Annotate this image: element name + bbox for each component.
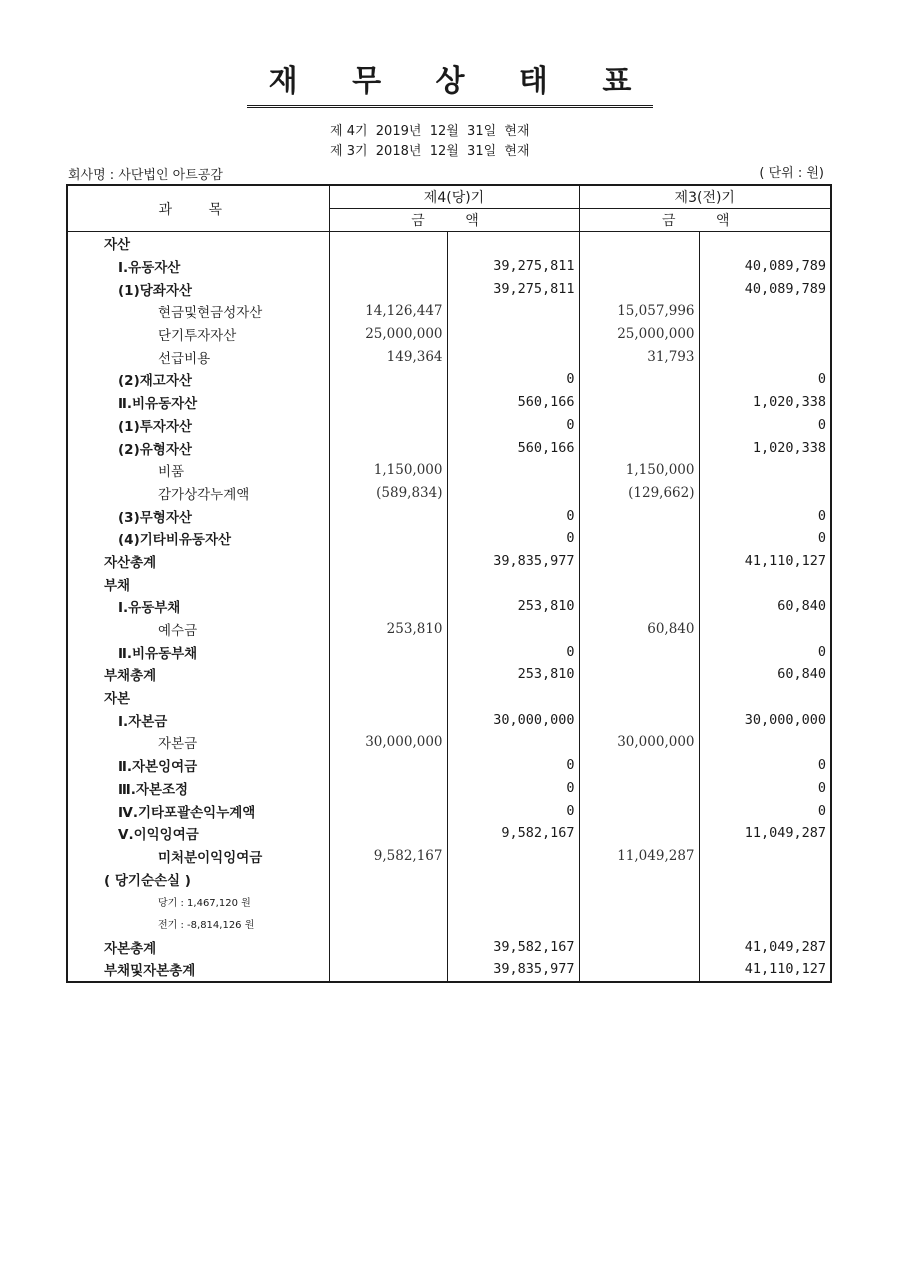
table-row	[67, 754, 831, 777]
row-label	[67, 277, 329, 300]
current-sub-amount: 30,000,000	[329, 731, 447, 754]
current-sub-amount	[329, 255, 447, 278]
row-label-text: Ⅱ.비유동자산	[118, 396, 198, 413]
prior-sub-amount	[579, 595, 699, 618]
row-label-text: 비품	[158, 464, 185, 481]
row-label	[67, 731, 329, 754]
current-total-amount	[447, 323, 579, 346]
current-total-amount: 0	[447, 414, 579, 437]
current-total-amount	[447, 890, 579, 913]
prior-total-amount: 1,020,338	[699, 436, 831, 459]
prior-total-amount: 41,049,287	[699, 935, 831, 958]
current-sub-amount: 14,126,447	[329, 300, 447, 323]
current-total-amount	[447, 345, 579, 368]
row-label	[67, 686, 329, 709]
row-label-text: Ⅰ.유동자산	[118, 260, 181, 277]
current-total-amount: 0	[447, 754, 579, 777]
row-label-text: 부채	[104, 577, 131, 594]
prior-sub-amount	[579, 822, 699, 845]
current-total-amount: 39,582,167	[447, 935, 579, 958]
row-label-text: Ⅰ.자본금	[118, 713, 168, 730]
current-sub-amount	[329, 913, 447, 936]
row-label-text: Ⅱ.비유동부채	[118, 645, 198, 662]
row-label	[67, 595, 329, 618]
current-total-amount: 39,275,811	[447, 277, 579, 300]
row-label-text: 현금및현금성자산	[158, 305, 263, 322]
row-label	[67, 935, 329, 958]
balance-sheet-table	[66, 184, 832, 983]
table-row	[67, 640, 831, 663]
current-sub-amount: 1,150,000	[329, 459, 447, 482]
row-label-text: (1)당좌자산	[118, 282, 192, 299]
prior-sub-amount	[579, 414, 699, 437]
prior-total-amount	[699, 890, 831, 913]
row-label	[67, 663, 329, 686]
row-label	[67, 640, 329, 663]
header-item: 과 목	[67, 185, 329, 232]
table-row	[67, 663, 831, 686]
row-label	[67, 754, 329, 777]
table-row	[67, 323, 831, 346]
prior-sub-amount	[579, 255, 699, 278]
current-total-amount	[447, 913, 579, 936]
row-label-text: 당기 : 1,467,120 원	[158, 897, 251, 909]
table-row	[67, 255, 831, 278]
row-label-text: 선급비용	[158, 350, 211, 367]
table-row	[67, 436, 831, 459]
prior-total-amount: 0	[699, 504, 831, 527]
prior-total-amount: 0	[699, 777, 831, 800]
table-row	[67, 550, 831, 573]
prior-sub-amount	[579, 391, 699, 414]
row-label-text: 미처분이익잉여금	[158, 849, 263, 866]
prior-total-amount: 41,110,127	[699, 550, 831, 573]
current-sub-amount	[329, 754, 447, 777]
current-sub-amount	[329, 527, 447, 550]
prior-total-amount	[699, 867, 831, 890]
prior-sub-amount	[579, 867, 699, 890]
current-sub-amount	[329, 935, 447, 958]
row-label	[67, 300, 329, 323]
row-label	[67, 482, 329, 505]
prior-total-amount: 30,000,000	[699, 708, 831, 731]
current-sub-amount	[329, 550, 447, 573]
prior-total-amount	[699, 459, 831, 482]
prior-total-amount	[699, 482, 831, 505]
current-sub-amount	[329, 232, 447, 255]
row-label	[67, 890, 329, 913]
prior-total-amount: 0	[699, 754, 831, 777]
current-total-amount: 560,166	[447, 391, 579, 414]
prior-total-amount	[699, 323, 831, 346]
row-label	[67, 232, 329, 255]
table-row	[67, 527, 831, 550]
prior-total-amount	[699, 845, 831, 868]
table-row	[67, 935, 831, 958]
prior-total-amount	[699, 686, 831, 709]
current-sub-amount	[329, 391, 447, 414]
prior-total-amount: 0	[699, 799, 831, 822]
row-label-text: 예수금	[158, 623, 198, 640]
row-label-text: Ⅴ.이익잉여금	[118, 827, 199, 844]
prior-sub-amount	[579, 935, 699, 958]
unit-label: ( 단위 : 원)	[759, 166, 824, 181]
table-row	[67, 414, 831, 437]
table-row	[67, 913, 831, 936]
prior-sub-amount	[579, 754, 699, 777]
row-label	[67, 414, 329, 437]
row-label-text: 자본금	[158, 736, 198, 753]
prior-total-amount: 40,089,789	[699, 277, 831, 300]
current-sub-amount	[329, 890, 447, 913]
current-sub-amount	[329, 277, 447, 300]
current-total-amount: 39,835,977	[447, 550, 579, 573]
header-current-period: 제4(당)기	[329, 185, 579, 209]
row-label	[67, 845, 329, 868]
prior-sub-amount: 11,049,287	[579, 845, 699, 868]
prior-sub-amount: 60,840	[579, 618, 699, 641]
prior-sub-amount	[579, 232, 699, 255]
table-row	[67, 890, 831, 913]
prior-sub-amount	[579, 958, 699, 982]
row-label	[67, 436, 329, 459]
prior-sub-amount	[579, 550, 699, 573]
prior-total-amount: 11,049,287	[699, 822, 831, 845]
table-row	[67, 958, 831, 982]
current-sub-amount	[329, 663, 447, 686]
current-total-amount: 9,582,167	[447, 822, 579, 845]
company-name: 회사명 : 사단법인 아트공감	[68, 168, 223, 183]
header-prior-amount: 금 액	[579, 209, 831, 232]
table-row	[67, 504, 831, 527]
table-row	[67, 232, 831, 255]
current-total-amount	[447, 618, 579, 641]
row-label-text: 전기 : -8,814,126 원	[158, 920, 255, 932]
row-label	[67, 822, 329, 845]
prior-sub-amount	[579, 527, 699, 550]
current-sub-amount: 25,000,000	[329, 323, 447, 346]
current-total-amount	[447, 572, 579, 595]
table-row	[67, 300, 831, 323]
prior-total-amount: 0	[699, 414, 831, 437]
row-label	[67, 618, 329, 641]
row-label	[67, 345, 329, 368]
current-total-amount: 560,166	[447, 436, 579, 459]
prior-sub-amount: 25,000,000	[579, 323, 699, 346]
table-row	[67, 686, 831, 709]
row-label-text: 자본	[104, 691, 131, 708]
table-row	[67, 572, 831, 595]
current-sub-amount	[329, 867, 447, 890]
prior-sub-amount	[579, 436, 699, 459]
current-total-amount	[447, 459, 579, 482]
current-total-amount	[447, 482, 579, 505]
current-sub-amount	[329, 595, 447, 618]
row-label	[67, 527, 329, 550]
row-label-text: 부채총계	[104, 668, 157, 685]
current-total-amount	[447, 232, 579, 255]
row-label-text: Ⅱ.자본잉여금	[118, 759, 198, 776]
current-sub-amount	[329, 958, 447, 982]
prior-total-amount	[699, 572, 831, 595]
prior-total-amount: 41,110,127	[699, 958, 831, 982]
row-label	[67, 391, 329, 414]
current-sub-amount	[329, 368, 447, 391]
current-total-amount	[447, 845, 579, 868]
prior-total-amount: 1,020,338	[699, 391, 831, 414]
row-label	[67, 708, 329, 731]
row-label-text: Ⅰ.유동부채	[118, 600, 181, 617]
current-sub-amount	[329, 640, 447, 663]
row-label-text: (2)유형자산	[118, 441, 192, 458]
current-sub-amount	[329, 504, 447, 527]
current-sub-amount	[329, 436, 447, 459]
current-total-amount: 253,810	[447, 663, 579, 686]
prior-sub-amount	[579, 277, 699, 300]
period-current: 제 4기 2019년 12월 31일 현재	[330, 124, 530, 139]
row-label-text: 자산	[104, 237, 131, 254]
row-label-text: Ⅲ.자본조정	[118, 781, 189, 798]
current-total-amount: 0	[447, 504, 579, 527]
table-row	[67, 799, 831, 822]
prior-sub-amount	[579, 890, 699, 913]
row-label-text: ( 당기순손실 )	[104, 872, 191, 889]
current-total-amount	[447, 686, 579, 709]
prior-sub-amount	[579, 504, 699, 527]
table-row	[67, 708, 831, 731]
current-sub-amount	[329, 414, 447, 437]
table-row	[67, 459, 831, 482]
table-row	[67, 482, 831, 505]
table-row	[67, 867, 831, 890]
table-row	[67, 777, 831, 800]
current-total-amount: 253,810	[447, 595, 579, 618]
table-row	[67, 391, 831, 414]
prior-sub-amount	[579, 572, 699, 595]
current-sub-amount	[329, 822, 447, 845]
row-label	[67, 572, 329, 595]
table-row	[67, 277, 831, 300]
current-sub-amount	[329, 708, 447, 731]
row-label	[67, 368, 329, 391]
current-sub-amount	[329, 799, 447, 822]
table-row	[67, 618, 831, 641]
table-row	[67, 731, 831, 754]
current-sub-amount	[329, 572, 447, 595]
current-sub-amount	[329, 777, 447, 800]
row-label-text: (1)투자자산	[118, 418, 192, 435]
current-total-amount	[447, 867, 579, 890]
prior-sub-amount	[579, 686, 699, 709]
prior-sub-amount	[579, 640, 699, 663]
prior-total-amount: 0	[699, 640, 831, 663]
current-total-amount: 30,000,000	[447, 708, 579, 731]
prior-sub-amount: (129,662)	[579, 482, 699, 505]
current-total-amount	[447, 300, 579, 323]
row-label-text: 부채및자본총계	[104, 963, 196, 980]
header-current-amount: 금 액	[329, 209, 579, 232]
row-label	[67, 459, 329, 482]
prior-total-amount: 60,840	[699, 663, 831, 686]
prior-total-amount: 0	[699, 368, 831, 391]
prior-sub-amount	[579, 368, 699, 391]
prior-total-amount	[699, 345, 831, 368]
row-label	[67, 504, 329, 527]
current-sub-amount: 149,364	[329, 345, 447, 368]
prior-total-amount	[699, 731, 831, 754]
current-sub-amount: 9,582,167	[329, 845, 447, 868]
prior-total-amount: 0	[699, 527, 831, 550]
header-prior-period: 제3(전)기	[579, 185, 831, 209]
table-row	[67, 345, 831, 368]
row-label-text: 자본총계	[104, 940, 157, 957]
prior-sub-amount	[579, 777, 699, 800]
row-label	[67, 913, 329, 936]
current-total-amount: 0	[447, 368, 579, 391]
current-total-amount: 0	[447, 777, 579, 800]
current-total-amount: 0	[447, 640, 579, 663]
row-label	[67, 323, 329, 346]
prior-sub-amount: 30,000,000	[579, 731, 699, 754]
current-sub-amount	[329, 686, 447, 709]
prior-total-amount: 40,089,789	[699, 255, 831, 278]
prior-sub-amount: 31,793	[579, 345, 699, 368]
row-label	[67, 550, 329, 573]
prior-sub-amount	[579, 913, 699, 936]
prior-total-amount	[699, 300, 831, 323]
table-row	[67, 368, 831, 391]
row-label-text: (4)기타비유동자산	[118, 532, 232, 549]
row-label	[67, 799, 329, 822]
current-total-amount	[447, 731, 579, 754]
row-label	[67, 777, 329, 800]
row-label	[67, 958, 329, 982]
prior-sub-amount	[579, 799, 699, 822]
current-total-amount: 0	[447, 527, 579, 550]
row-label-text: 자산총계	[104, 554, 157, 571]
current-total-amount: 0	[447, 799, 579, 822]
table-row	[67, 822, 831, 845]
row-label-text: (2)재고자산	[118, 373, 192, 390]
current-total-amount: 39,275,811	[447, 255, 579, 278]
row-label	[67, 867, 329, 890]
row-label	[67, 255, 329, 278]
table-row	[67, 845, 831, 868]
prior-total-amount	[699, 913, 831, 936]
row-label-text: Ⅳ.기타포괄손익누계액	[118, 804, 256, 821]
row-label-text: 감가상각누계액	[158, 486, 250, 503]
current-sub-amount: (589,834)	[329, 482, 447, 505]
row-label-text: 단기투자자산	[158, 328, 237, 345]
document-title: 재 무 상 태 표	[0, 62, 900, 108]
prior-sub-amount	[579, 708, 699, 731]
table-row	[67, 595, 831, 618]
prior-total-amount: 60,840	[699, 595, 831, 618]
prior-total-amount	[699, 618, 831, 641]
current-sub-amount: 253,810	[329, 618, 447, 641]
row-label-text: (3)무형자산	[118, 509, 192, 526]
period-prior: 제 3기 2018년 12월 31일 현재	[330, 144, 530, 159]
prior-sub-amount	[579, 663, 699, 686]
prior-total-amount	[699, 232, 831, 255]
prior-sub-amount: 15,057,996	[579, 300, 699, 323]
current-total-amount: 39,835,977	[447, 958, 579, 982]
prior-sub-amount: 1,150,000	[579, 459, 699, 482]
